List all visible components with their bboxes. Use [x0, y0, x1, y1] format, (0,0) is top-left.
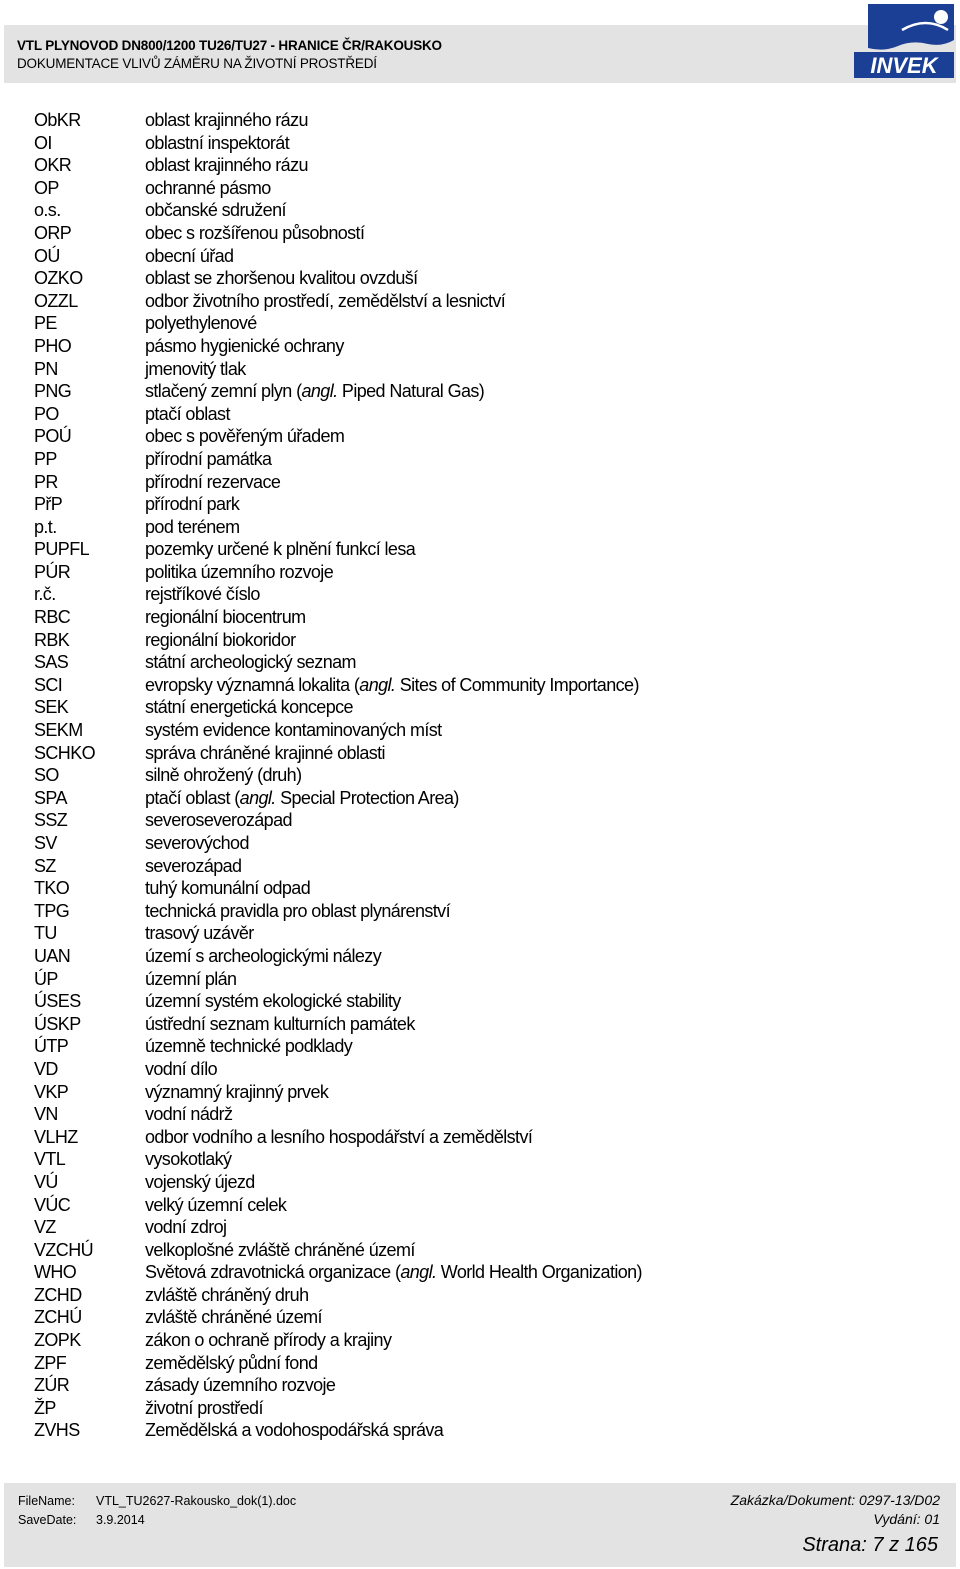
abbreviation-code: VKP [34, 1081, 69, 1102]
meaning-text: území s archeologickými nálezy [145, 945, 382, 966]
meaning-text: přírodní park [145, 494, 240, 515]
abbreviation-meaning [145, 1261, 642, 1284]
abbreviation-meaning [145, 403, 230, 426]
abbreviation-meaning [145, 809, 292, 832]
meaning-text: oblast krajinného rázu [145, 155, 308, 176]
abbreviation-meaning [145, 787, 459, 810]
abbreviation-row [34, 1103, 924, 1126]
abbreviation-code: OKR [34, 155, 72, 176]
abbreviation-row [34, 719, 924, 742]
abbreviation-row [34, 1284, 924, 1307]
abbreviation-meaning [145, 1306, 322, 1329]
abbreviation-meaning [145, 335, 344, 358]
meaning-text: regionální biocentrum [145, 607, 306, 628]
meaning-text: tuhý komunální odpad [145, 878, 311, 899]
abbreviation-code: VD [34, 1058, 58, 1079]
abbreviation-code: POÚ [34, 426, 72, 447]
abbreviation-meaning [145, 945, 381, 968]
meaning-text: trasový uzávěr [145, 923, 254, 944]
abbreviation-row [34, 1329, 924, 1352]
abbreviation-meaning [145, 1013, 415, 1036]
abbreviation-meaning [145, 1148, 231, 1171]
abbreviation-code: SO [34, 765, 59, 786]
meaning-text: obecní úřad [145, 245, 234, 266]
abbreviation-code: ÚTP [34, 1036, 69, 1057]
meaning-text: Světová zdravotnická organizace ( [145, 1262, 401, 1283]
abbreviation-row [34, 109, 924, 132]
abbreviation-meaning [145, 1103, 232, 1126]
abbreviation-code: ZÚR [34, 1375, 70, 1396]
abbreviation-row [34, 403, 924, 426]
abbreviation-row [34, 1126, 924, 1149]
meaning-language-marker: angl. [400, 1262, 437, 1283]
abbreviation-meaning [145, 629, 296, 652]
meaning-text: odbor vodního a lesního hospodářství a zemědělství [145, 1126, 533, 1147]
meaning-english-term: Special Protection Area) [275, 787, 459, 808]
meaning-text: velký územní celek [145, 1194, 287, 1215]
abbreviation-code: UAN [34, 945, 71, 966]
abbreviation-row [34, 832, 924, 855]
abbreviation-code: RBC [34, 607, 71, 628]
meaning-text: pod terénem [145, 516, 240, 537]
meaning-text: životní prostředí [145, 1397, 263, 1418]
abbreviation-row [34, 606, 924, 629]
abbreviation-code: TPG [34, 900, 70, 921]
abbreviation-row [34, 267, 924, 290]
abbreviation-row [34, 222, 924, 245]
abbreviation-row [34, 561, 924, 584]
abbreviation-meaning [145, 222, 364, 245]
meaning-text: správa chráněné krajinné oblasti [145, 742, 385, 763]
abbreviation-row [34, 290, 924, 313]
meaning-english-term: World Health Organization) [436, 1262, 642, 1283]
abbreviation-code: PO [34, 403, 59, 424]
abbreviation-code: PN [34, 358, 58, 379]
abbreviation-meaning [145, 312, 257, 335]
abbreviation-row [34, 245, 924, 268]
filename-label: FileName: [18, 1494, 75, 1508]
abbreviation-row [34, 1374, 924, 1397]
abbreviation-row [34, 154, 924, 177]
abbreviation-meaning [145, 1419, 443, 1442]
abbreviation-row [34, 199, 924, 222]
abbreviation-row [34, 696, 924, 719]
abbreviation-code: OI [34, 132, 52, 153]
meaning-text: oblast krajinného rázu [145, 110, 308, 130]
meaning-text: zvláště chráněný druh [145, 1284, 309, 1305]
meaning-text: územní plán [145, 968, 237, 989]
meaning-text: územně technické podklady [145, 1036, 353, 1057]
abbreviation-code: PR [34, 471, 58, 492]
abbreviation-code: VZCHÚ [34, 1239, 93, 1260]
abbreviation-code: ŽP [34, 1397, 56, 1418]
abbreviation-meaning [145, 154, 308, 177]
abbreviation-code: p.t. [34, 516, 57, 537]
abbreviation-row [34, 425, 924, 448]
abbreviation-meaning [145, 380, 484, 403]
abbreviation-row [34, 990, 924, 1013]
abbreviation-meaning [145, 764, 301, 787]
meaning-text: vodní zdroj [145, 1217, 227, 1238]
edition-number: Vydání: 01 [873, 1511, 940, 1527]
abbreviation-row [34, 177, 924, 200]
abbreviation-code: SEK [34, 697, 69, 718]
meaning-text: přírodní památka [145, 448, 272, 469]
abbreviation-row [34, 1148, 924, 1171]
abbreviation-code: TKO [34, 878, 70, 899]
abbreviation-code: OZZL [34, 290, 78, 311]
abbreviation-row [34, 516, 924, 539]
abbreviation-code: o.s. [34, 200, 61, 221]
meaning-text: severovýchod [145, 833, 249, 853]
meaning-text: státní archeologický seznam [145, 652, 356, 673]
abbreviation-meaning [145, 606, 306, 629]
meaning-text: územní systém ekologické stability [145, 991, 401, 1012]
abbreviation-meaning [145, 471, 280, 494]
page-header [4, 25, 956, 83]
abbreviation-meaning [145, 290, 505, 313]
abbreviation-meaning [145, 109, 308, 132]
abbreviation-meaning [145, 516, 239, 539]
meaning-text: obec s rozšířenou působností [145, 222, 365, 243]
page-number: Strana: 7 z 165 [802, 1534, 938, 1556]
abbreviation-code: VÚC [34, 1194, 71, 1215]
abbreviation-meaning [145, 1171, 255, 1194]
abbreviation-code: PHO [34, 335, 72, 356]
meaning-text: ochranné pásmo [145, 177, 271, 198]
meaning-text: pásmo hygienické ochrany [145, 335, 344, 356]
abbreviation-row [34, 471, 924, 494]
meaning-language-marker: angl. [301, 381, 338, 402]
meaning-text: vojenský újezd [145, 1171, 255, 1192]
abbreviation-meaning [145, 1126, 532, 1149]
meaning-text: vodní nádrž [145, 1104, 233, 1125]
meaning-text: evropsky významná lokalita ( [145, 674, 360, 695]
meaning-text: rejstříkové číslo [145, 584, 260, 605]
abbreviation-code: VZ [34, 1217, 56, 1238]
abbreviation-row [34, 764, 924, 787]
abbreviation-meaning [145, 177, 271, 200]
meaning-text: zásady územního rozvoje [145, 1375, 336, 1396]
abbreviation-code: ÚSKP [34, 1013, 81, 1034]
document-title: VTL PLYNOVOD DN800/1200 TU26/TU27 - HRANICE ČR/RAKOUSKO [17, 38, 442, 53]
abbreviation-code: PÚR [34, 561, 71, 582]
abbreviation-meaning [145, 583, 260, 606]
abbreviation-row [34, 1397, 924, 1420]
abbreviation-row [34, 1239, 924, 1262]
abbreviation-code: VLHZ [34, 1126, 78, 1147]
logo-text: INVEK [870, 53, 938, 78]
abbreviation-row [34, 787, 924, 810]
abbreviation-code: RBK [34, 629, 70, 650]
abbreviation-meaning [145, 1329, 391, 1352]
meaning-text: zemědělský půdní fond [145, 1352, 318, 1373]
abbreviation-code: SPA [34, 787, 67, 808]
abbreviation-code: SCHKO [34, 742, 96, 763]
meaning-text: severozápad [145, 855, 242, 876]
meaning-text: ptačí oblast [145, 403, 230, 424]
abbreviation-meaning [145, 855, 241, 878]
abbreviation-row [34, 1306, 924, 1329]
abbreviation-meaning [145, 448, 271, 471]
abbreviation-row [34, 1171, 924, 1194]
meaning-text: pozemky určené k plnění funkcí lesa [145, 539, 416, 560]
meaning-text: oblast se zhoršenou kvalitou ovzduší [145, 268, 418, 289]
abbreviation-code: TU [34, 923, 57, 944]
meaning-language-marker: angl. [359, 674, 396, 695]
abbreviation-row [34, 312, 924, 335]
abbreviation-meaning [145, 267, 418, 290]
abbreviation-code: ORP [34, 222, 72, 243]
document-subtitle: DOKUMENTACE VLIVŮ ZÁMĚRU NA ŽIVOTNÍ PROSTŘEDÍ [17, 56, 377, 71]
abbreviation-meaning [145, 968, 236, 991]
meaning-text: technická pravidla pro oblast plynárenství [145, 900, 450, 921]
abbreviation-meaning [145, 493, 239, 516]
abbreviation-row [34, 1352, 924, 1375]
abbreviation-row [34, 493, 924, 516]
abbreviation-row [34, 1035, 924, 1058]
abbreviation-meaning [145, 1081, 328, 1104]
meaning-text: státní energetická koncepce [145, 697, 353, 718]
abbreviation-code: SAS [34, 652, 69, 673]
abbreviation-row [34, 629, 924, 652]
abbreviation-meaning [145, 358, 246, 381]
abbreviation-meaning [145, 1397, 263, 1420]
meaning-text: regionální biokoridor [145, 629, 296, 650]
filename-value: VTL_TU2627-Rakousko_dok(1).doc [96, 1494, 297, 1508]
abbreviation-code: OÚ [34, 245, 60, 266]
abbreviation-meaning [145, 1035, 352, 1058]
meaning-text: velkoplošné zvláště chráněné území [145, 1239, 415, 1260]
meaning-text: občanské sdružení [145, 200, 286, 221]
abbreviation-code: SV [34, 833, 57, 853]
abbreviation-code: SSZ [34, 810, 68, 831]
order-document-number: Zakázka/Dokument: 0297-13/D02 [730, 1492, 940, 1508]
invek-logo [850, 0, 958, 84]
abbreviation-row [34, 1216, 924, 1239]
meaning-text: silně ohrožený (druh) [145, 765, 302, 786]
meaning-text: významný krajinný prvek [145, 1081, 329, 1102]
abbreviation-meaning [145, 1239, 415, 1262]
abbreviation-meaning [145, 132, 289, 155]
abbreviation-row [34, 358, 924, 381]
abbreviation-meaning [145, 900, 450, 923]
abbreviation-code: SZ [34, 855, 56, 876]
abbreviation-code: PP [34, 448, 57, 469]
abbreviation-row [34, 651, 924, 674]
abbreviation-code: SEKM [34, 720, 83, 741]
abbreviation-meaning [145, 877, 310, 900]
abbreviation-code: ZOPK [34, 1330, 81, 1351]
abbreviation-meaning [145, 832, 249, 855]
abbreviation-meaning [145, 245, 233, 268]
abbreviation-code: ZVHS [34, 1420, 80, 1441]
abbreviation-list [34, 109, 924, 1442]
abbreviation-code: PUPFL [34, 539, 90, 560]
abbreviation-code: PE [34, 313, 57, 334]
abbreviation-row [34, 855, 924, 878]
abbreviation-code: PNG [34, 381, 72, 402]
abbreviation-row [34, 1261, 924, 1284]
abbreviation-row [34, 538, 924, 561]
abbreviation-row [34, 1194, 924, 1217]
abbreviation-meaning [145, 1374, 335, 1397]
abbreviation-row [34, 583, 924, 606]
abbreviation-code: r.č. [34, 584, 56, 605]
abbreviation-meaning [145, 538, 415, 561]
abbreviation-code: ZPF [34, 1352, 67, 1373]
abbreviation-meaning [145, 1216, 226, 1239]
abbreviation-code: VTL [34, 1149, 66, 1170]
meaning-text: severoseverozápad [145, 810, 292, 831]
abbreviation-meaning [145, 990, 401, 1013]
abbreviation-row [34, 448, 924, 471]
abbreviation-code: VN [34, 1104, 58, 1125]
meaning-english-term: Piped Natural Gas) [337, 381, 485, 402]
abbreviation-row [34, 968, 924, 991]
meaning-text: zvláště chráněné území [145, 1307, 322, 1328]
abbreviation-meaning [145, 719, 442, 742]
meaning-text: vodní dílo [145, 1058, 218, 1079]
abbreviation-row [34, 380, 924, 403]
abbreviation-code: OZKO [34, 268, 83, 289]
abbreviation-meaning [145, 674, 639, 697]
meaning-text: jmenovitý tlak [145, 358, 246, 379]
abbreviation-row [34, 922, 924, 945]
abbreviation-code: ÚP [34, 968, 58, 989]
abbreviation-row [34, 1013, 924, 1036]
abbreviation-meaning [145, 651, 356, 674]
meaning-text: ptačí oblast ( [145, 787, 240, 808]
abbreviation-meaning [145, 1352, 318, 1375]
abbreviation-meaning [145, 1058, 217, 1081]
abbreviation-row [34, 335, 924, 358]
abbreviation-code: WHO [34, 1262, 77, 1283]
meaning-text: přírodní rezervace [145, 471, 281, 492]
abbreviation-meaning [145, 922, 254, 945]
meaning-text: odbor životního prostředí, zemědělství a lesnictví [145, 290, 506, 311]
abbreviation-row [34, 1081, 924, 1104]
abbreviation-code: ZCHD [34, 1284, 82, 1305]
abbreviation-row [34, 674, 924, 697]
meaning-text: politika územního rozvoje [145, 561, 334, 582]
meaning-english-term: Sites of Community Importance) [395, 674, 639, 695]
abbreviation-row [34, 132, 924, 155]
page-footer [4, 1483, 956, 1567]
meaning-text: zákon o ochraně přírody a krajiny [145, 1330, 392, 1351]
abbreviation-code: PřP [34, 494, 63, 515]
abbreviation-meaning [145, 561, 333, 584]
abbreviation-row [34, 945, 924, 968]
abbreviation-meaning [145, 1284, 309, 1307]
meaning-text: vysokotlaký [145, 1149, 232, 1170]
abbreviation-code: OP [34, 177, 59, 198]
abbreviation-row [34, 877, 924, 900]
meaning-text: obec s pověřeným úřadem [145, 426, 345, 447]
abbreviation-code: ÚSES [34, 991, 81, 1012]
abbreviation-code: VÚ [34, 1171, 58, 1192]
abbreviation-code: ZCHÚ [34, 1307, 82, 1328]
abbreviation-meaning [145, 696, 353, 719]
abbreviation-meaning [145, 1194, 286, 1217]
abbreviation-row [34, 900, 924, 923]
meaning-text: stlačený zemní plyn ( [145, 381, 302, 402]
abbreviation-code: SCI [34, 674, 63, 695]
abbreviation-code: ObKR [34, 110, 81, 130]
meaning-text: systém evidence kontaminovaných míst [145, 720, 442, 741]
abbreviation-row [34, 809, 924, 832]
meaning-text: ústřední seznam kulturních památek [145, 1013, 415, 1034]
abbreviation-meaning [145, 425, 344, 448]
meaning-text: Zemědělská a vodohospodářská správa [145, 1420, 444, 1441]
abbreviation-row [34, 742, 924, 765]
abbreviation-row [34, 1058, 924, 1081]
savedate-label: SaveDate: [18, 1513, 77, 1527]
savedate-value: 3.9.2014 [96, 1513, 145, 1527]
abbreviation-meaning [145, 742, 385, 765]
abbreviation-meaning [145, 199, 286, 222]
meaning-text: oblastní inspektorát [145, 132, 290, 153]
meaning-language-marker: angl. [239, 787, 276, 808]
abbreviation-row [34, 1419, 924, 1442]
meaning-text: polyethylenové [145, 313, 257, 334]
